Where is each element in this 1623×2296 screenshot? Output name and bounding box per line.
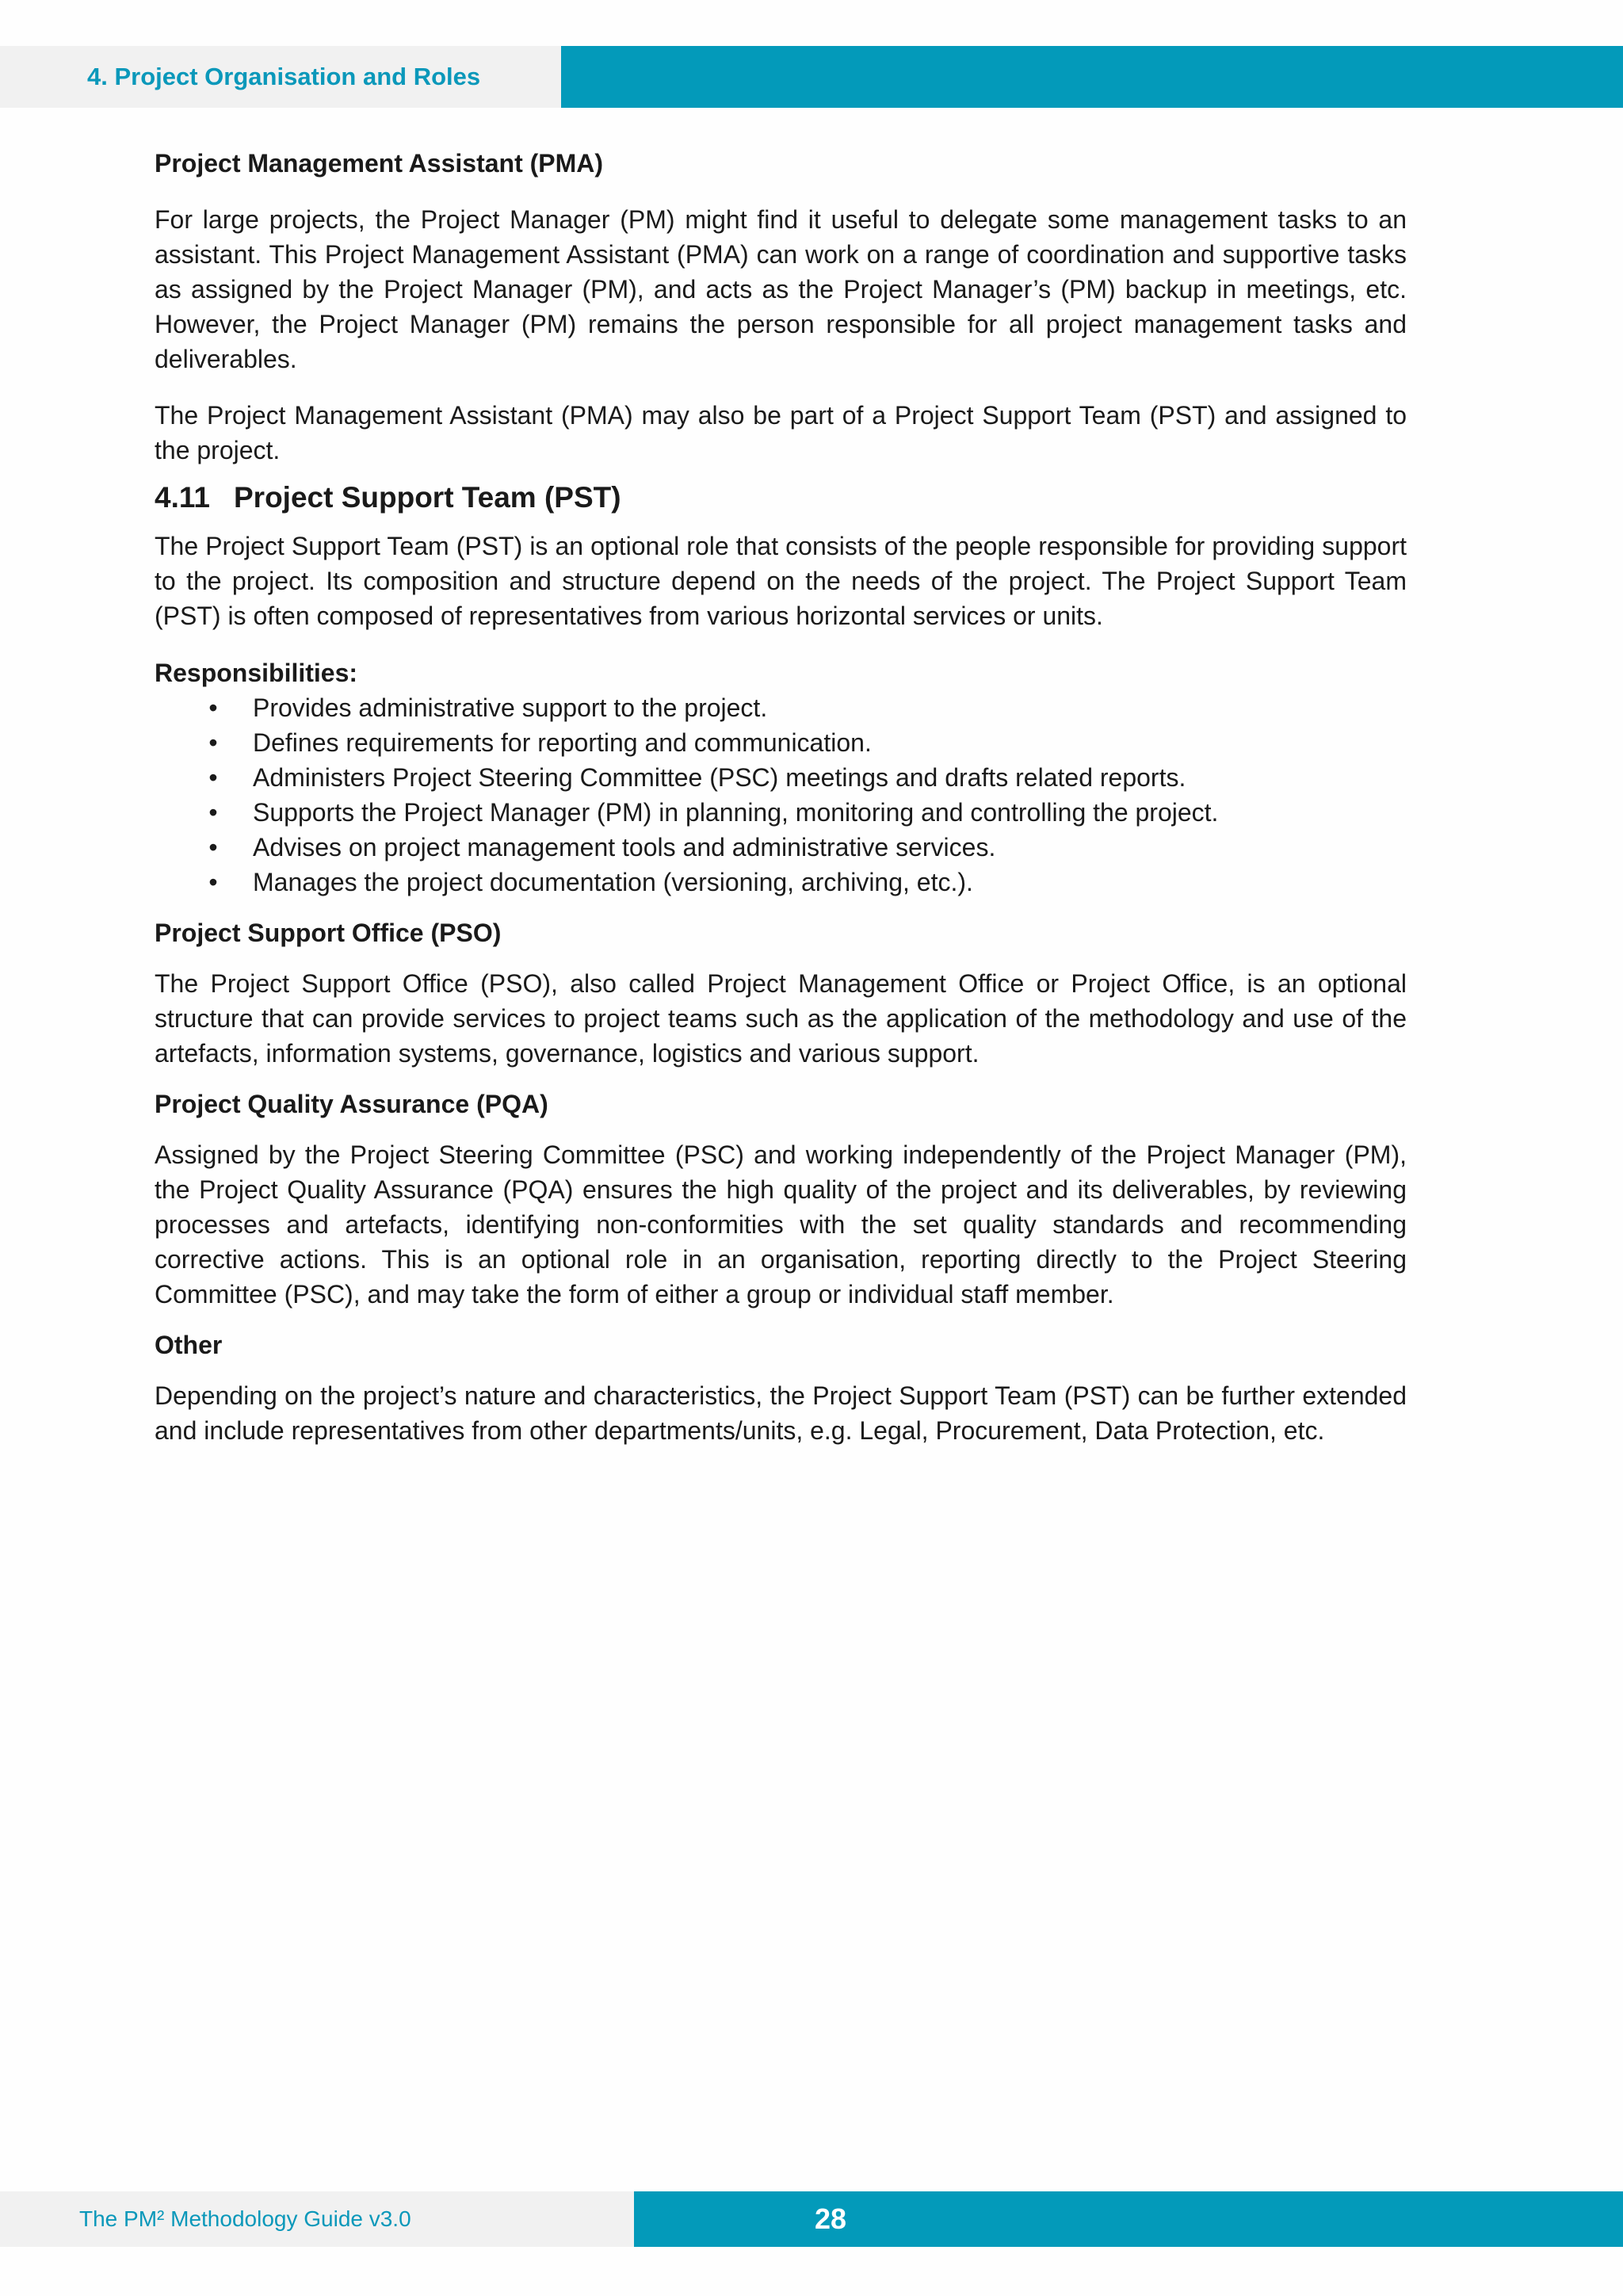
- bullet-icon: •: [208, 763, 218, 792]
- header-accent-bar: [561, 46, 1623, 108]
- responsibilities-heading: Responsibilities:: [155, 659, 358, 687]
- footer-guide-tab: [0, 2191, 634, 2247]
- pst-intro: The Project Support Team (PST) is an optional role that consists of the people responsible for providing support to the project. Its composition and structure depend on the needs of the project. The Project Support Team (PST) is often composed of representatives from various horizontal services or units.: [155, 532, 1407, 630]
- list-item: • Administers Project Steering Committee (PSC) meetings and drafts related reports.: [155, 760, 1407, 795]
- pso-paragraph: The Project Support Office (PSO), also called Project Management Office or Project Office, is an optional structure that can provide services to project teams such as the application of the methodology and use of the artefacts, information systems, governance, logistics and various support.: [155, 969, 1407, 1068]
- footer-guide-title: The PM² Methodology Guide v3.0: [79, 2206, 411, 2231]
- bullet-icon: •: [208, 868, 218, 896]
- pqa-heading: Project Quality Assurance (PQA): [155, 1090, 548, 1118]
- list-item: • Supports the Project Manager (PM) in planning, monitoring and controlling the project.: [155, 795, 1407, 830]
- responsibilities-list: [155, 690, 1407, 900]
- page-number: 28: [814, 2202, 847, 2235]
- pso-heading: Project Support Office (PSO): [155, 919, 502, 947]
- pqa-paragraph: Assigned by the Project Steering Committee (PSC) and working independently of the Project Manager (PM), the Project Quality Assurance (PQA) ensures the high quality of the project and its deliverables, by reviewing processes and artefacts, identifying non-conformities with the set quality standards and recommending corrective actions. This is an optional role in an organisation, reporting directly to the Project Steering Committee (PSC), and may take the form of either a group or individual staff member.: [155, 1140, 1407, 1308]
- chapter-title: 4. Project Organisation and Roles: [87, 63, 481, 90]
- footer-accent-bar: [634, 2191, 1623, 2247]
- list-item: • Defines requirements for reporting and communication.: [155, 725, 1407, 760]
- list-item: • Manages the project documentation (versioning, archiving, etc.).: [155, 865, 1407, 900]
- header-chapter-tab: [0, 46, 561, 108]
- page-content: [155, 146, 1407, 1448]
- pma-paragraph-2: The Project Management Assistant (PMA) may also be part of a Project Support Team (PST) and assigned to the project.: [155, 401, 1407, 464]
- section-number: 4.11: [155, 481, 210, 514]
- pma-paragraph-1: For large projects, the Project Manager (PM) might find it useful to delegate some management tasks to an assistant. This Project Management Assistant (PMA) can work on a range of coordination and supportive tasks as assigned by the Project Manager (PM), and acts as the Project Manager’s (PM) backup in meetings, etc. However, the Project Manager (PM) remains the person responsible for all project management tasks and deliverables.: [155, 205, 1407, 373]
- bullet-icon: •: [208, 798, 218, 827]
- section-heading: [155, 480, 1407, 515]
- bullet-icon: •: [208, 728, 218, 757]
- bullet-icon: •: [208, 833, 218, 861]
- bullet-icon: •: [208, 693, 218, 722]
- list-item: • Advises on project management tools and administrative services.: [155, 830, 1407, 865]
- list-item: • Provides administrative support to the project.: [155, 690, 1407, 725]
- other-heading: Other: [155, 1331, 223, 1359]
- pma-heading: Project Management Assistant (PMA): [155, 149, 604, 178]
- other-paragraph: Depending on the project’s nature and characteristics, the Project Support Team (PST) can be further extended and include representatives from other departments/units, e.g. Legal, Procurement, Data Protection, etc.: [155, 1381, 1407, 1445]
- section-title: Project Support Team (PST): [234, 481, 621, 514]
